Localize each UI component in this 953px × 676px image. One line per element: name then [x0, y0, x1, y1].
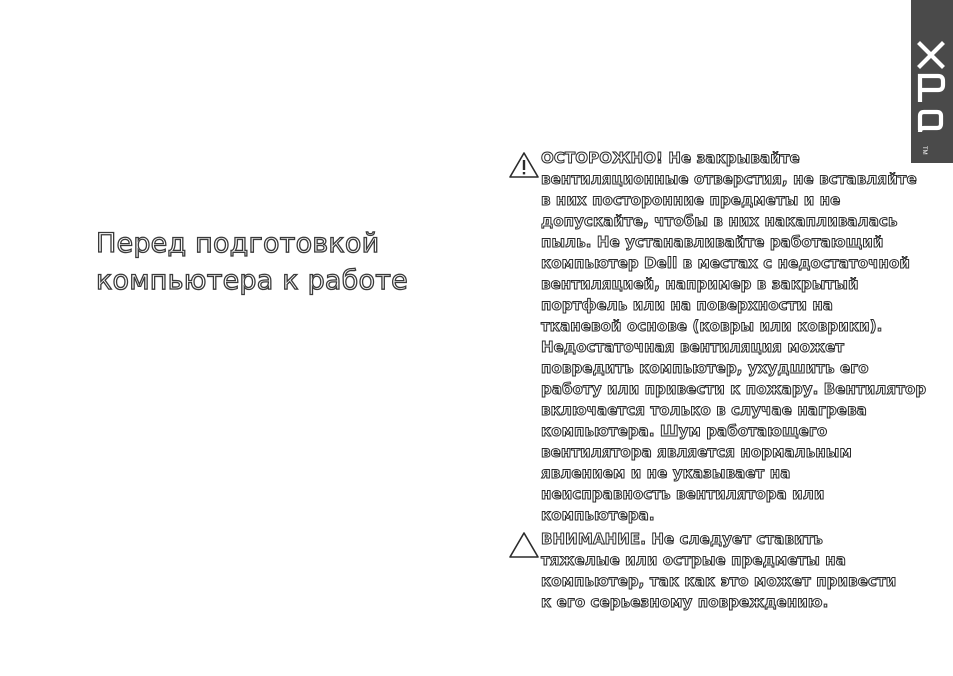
caution-line: неисправность вентилятора или: [541, 485, 825, 503]
notice-text: [541, 529, 908, 613]
notice-line: к его серьезному повреждению.: [541, 593, 829, 611]
xps-logo: [916, 40, 946, 140]
notice-line: ВНИМАНИЕ. Не следует ставить: [541, 530, 824, 548]
page-title-line-2: компьютера к работе: [96, 265, 408, 296]
notice-box: [508, 529, 908, 613]
caution-line: работу или привести к пожару. Вентилятор: [541, 380, 927, 398]
caution-line: портфель или на поверхности на: [541, 296, 834, 314]
page-title-line-1: Перед подготовкой: [96, 228, 380, 259]
caution-line: Недостаточная вентиляция может: [541, 338, 845, 356]
caution-line: допускайте, чтобы в них накапливалась: [541, 212, 898, 230]
caution-line: повредить компьютер, ухудшить его: [541, 359, 869, 377]
notice-triangle-icon: [508, 531, 540, 559]
caution-line: тканевой основе (ковры или коврики).: [541, 317, 883, 335]
caution-line: пыль. Не устанавливайте работающий: [541, 233, 884, 251]
caution-line: ОСТОРОЖНО! Не закрывайте: [541, 149, 800, 167]
page-title: [96, 225, 436, 299]
caution-line: компьютера. Шум работающего: [541, 422, 828, 440]
caution-line: компьютер Dell в местах с недостаточной: [541, 254, 911, 272]
warning-triangle-icon: [508, 151, 540, 179]
notice-line: тяжелые или острые предметы на: [541, 551, 846, 569]
xps-logo-mark: [916, 40, 946, 140]
caution-line: вентиляцией, например в закрытый: [541, 275, 859, 293]
notice-line: компьютер, так как это может привести: [541, 572, 897, 590]
trademark-mark: TM: [921, 146, 927, 155]
caution-line: вентиляционные отверстия, не вставляйте: [541, 170, 917, 188]
caution-line: вентилятора является нормальным: [541, 443, 852, 461]
caution-line: в них посторонние предметы и не: [541, 191, 841, 209]
caution-line: включается только в случае нагрева: [541, 401, 867, 419]
caution-line: компьютера.: [541, 506, 655, 524]
brand-side-tab: [911, 0, 953, 163]
caution-line: явлением и не указывает на: [541, 464, 791, 482]
